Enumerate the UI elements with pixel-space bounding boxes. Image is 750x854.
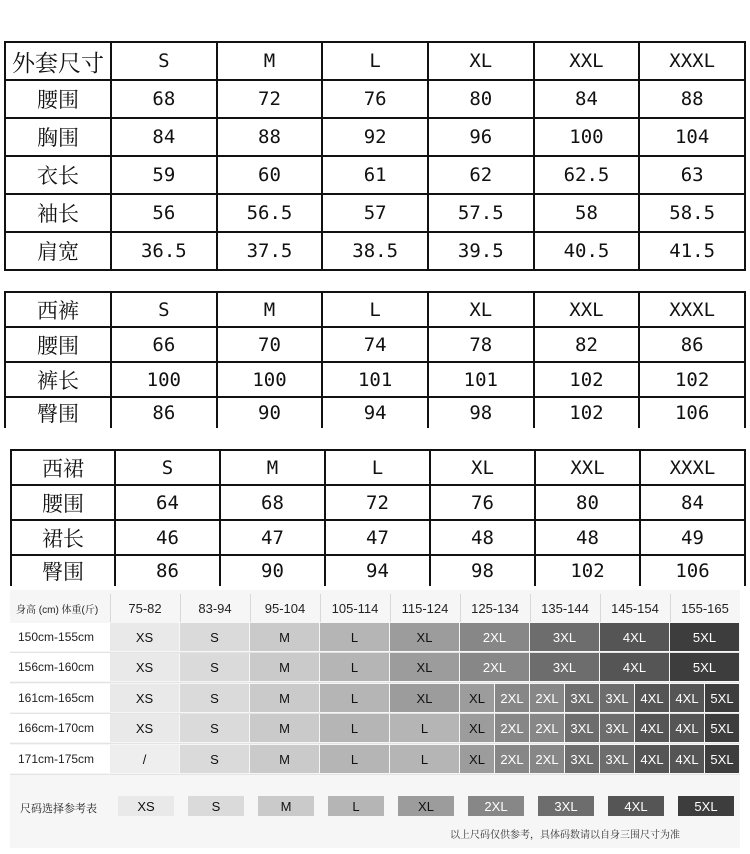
table-cell: 48 — [430, 520, 535, 555]
size-cell: 5XL — [705, 684, 739, 712]
size-cell: S — [180, 623, 249, 651]
size-cell: 4XL — [670, 684, 704, 712]
table-cell: 37.5 — [217, 232, 323, 270]
table-cell: 49 — [640, 520, 745, 555]
table-cell: 76 — [322, 80, 428, 118]
legend-swatch: XL — [398, 796, 454, 816]
weight-header: 145-154 — [611, 600, 659, 616]
table-cell: 102 — [639, 362, 745, 397]
size-cell: XS — [110, 623, 179, 651]
weight-header: 75-82 — [128, 600, 162, 616]
header-divider — [390, 594, 391, 622]
row-label: 臀围 — [5, 397, 111, 428]
trousers-size-table — [4, 291, 746, 428]
table-cell: 102 — [534, 362, 640, 397]
size-cell: S — [180, 714, 249, 742]
size-header: XXXL — [640, 450, 745, 485]
size-cell: 4XL — [600, 653, 669, 681]
table-cell: 62 — [428, 156, 534, 194]
size-cell: 5XL — [670, 623, 739, 651]
legend-swatch: 2XL — [468, 796, 524, 816]
weight-header: 95-104 — [264, 600, 306, 616]
size-cell: 3XL — [530, 653, 599, 681]
header-divider — [460, 594, 461, 622]
size-cell: XL — [390, 623, 459, 651]
table-cell: 82 — [534, 327, 640, 362]
size-cell: 3XL — [565, 714, 599, 742]
size-cell: L — [320, 745, 389, 773]
legend-swatch: M — [258, 796, 314, 816]
table-cell: 56 — [111, 194, 217, 232]
size-header: XXL — [535, 450, 640, 485]
table-cell: 100 — [534, 118, 640, 156]
table-cell: 100 — [111, 362, 217, 397]
table-cell: 38.5 — [322, 232, 428, 270]
header-divider — [320, 594, 321, 622]
table-cell: 66 — [111, 327, 217, 362]
disclaimer-note: 以上尺码仅供参考，具体码数请以自身三围尺寸为准 — [450, 830, 680, 841]
table-cell: 41.5 — [639, 232, 745, 270]
size-header: XXL — [534, 292, 640, 327]
table-cell: 72 — [217, 80, 323, 118]
size-cell: L — [320, 684, 389, 712]
row-divider — [10, 774, 740, 775]
size-header: M — [217, 292, 323, 327]
size-cell: M — [250, 653, 319, 681]
size-cell: M — [250, 714, 319, 742]
size-cell: 4XL — [635, 745, 669, 773]
size-cell: 3XL — [600, 684, 634, 712]
height-label: 161cm-165cm — [10, 684, 110, 712]
table-cell: 86 — [639, 327, 745, 362]
table-cell: 98 — [430, 555, 535, 586]
size-cell: 2XL — [495, 684, 529, 712]
table-cell: 56.5 — [217, 194, 323, 232]
table-cell: 86 — [115, 555, 220, 586]
table-row — [5, 327, 745, 362]
size-header: XL — [430, 450, 535, 485]
row-label: 腰围 — [5, 327, 111, 362]
table-cell: 80 — [428, 80, 534, 118]
table-cell: 98 — [428, 397, 534, 428]
table-cell: 96 — [428, 118, 534, 156]
table-cell: 90 — [217, 397, 323, 428]
row-label: 袖长 — [5, 194, 111, 232]
table-cell: 84 — [111, 118, 217, 156]
table-cell: 80 — [535, 485, 640, 520]
size-cell: 2XL — [530, 745, 564, 773]
size-cell: 4XL — [670, 714, 704, 742]
table-title: 外套尺寸 — [5, 42, 111, 80]
size-header: S — [111, 292, 217, 327]
header-divider — [110, 594, 111, 622]
weight-header: 125-134 — [471, 600, 519, 616]
table-cell: 39.5 — [428, 232, 534, 270]
size-cell: M — [250, 745, 319, 773]
grid-header-label: 身高 (cm) 体重(斤) — [16, 604, 99, 616]
size-recommendation-chart — [10, 590, 740, 848]
table-cell: 78 — [428, 327, 534, 362]
size-cell: 2XL — [495, 714, 529, 742]
table-cell: 94 — [322, 397, 428, 428]
size-cell: 3XL — [565, 745, 599, 773]
size-cell: 4XL — [635, 714, 669, 742]
table-cell: 102 — [535, 555, 640, 586]
table-title: 西裙 — [11, 450, 115, 485]
size-cell: 3XL — [600, 714, 634, 742]
size-cell: L — [390, 745, 459, 773]
legend-swatch: 4XL — [608, 796, 664, 816]
table-cell: 57 — [322, 194, 428, 232]
weight-header: 115-124 — [401, 600, 449, 616]
height-label: 150cm-155cm — [10, 623, 110, 651]
table-cell: 106 — [639, 397, 745, 428]
legend-swatch: 5XL — [678, 796, 734, 816]
table-row — [5, 362, 745, 397]
table-cell: 74 — [322, 327, 428, 362]
height-label: 156cm-160cm — [10, 653, 110, 681]
size-cell: 2XL — [530, 684, 564, 712]
table-row — [11, 555, 745, 586]
table-row — [11, 520, 745, 555]
size-cell: 3XL — [600, 745, 634, 773]
table-cell: 63 — [639, 156, 745, 194]
table-cell: 57.5 — [428, 194, 534, 232]
table-cell: 48 — [535, 520, 640, 555]
header-divider — [180, 594, 181, 622]
row-label: 腰围 — [11, 485, 115, 520]
size-cell: 4XL — [635, 684, 669, 712]
table-cell: 88 — [639, 80, 745, 118]
size-cell: 2XL — [530, 714, 564, 742]
size-header: S — [115, 450, 220, 485]
size-cell: XL — [390, 653, 459, 681]
size-cell: L — [390, 714, 459, 742]
table-cell: 58.5 — [639, 194, 745, 232]
size-cell: 4XL — [670, 745, 704, 773]
size-header: M — [217, 42, 323, 80]
table-row — [5, 118, 745, 156]
table-cell: 101 — [428, 362, 534, 397]
size-cell: S — [180, 745, 249, 773]
table-cell: 68 — [220, 485, 325, 520]
table-row — [5, 232, 745, 270]
table-cell: 68 — [111, 80, 217, 118]
table-cell: 102 — [534, 397, 640, 428]
legend-swatch: XS — [118, 796, 174, 816]
row-label: 肩宽 — [5, 232, 111, 270]
table-row — [5, 156, 745, 194]
size-header: L — [322, 42, 428, 80]
size-cell: XL — [460, 684, 494, 712]
table-cell: 58 — [534, 194, 640, 232]
size-cell: S — [180, 684, 249, 712]
row-label: 腰围 — [5, 80, 111, 118]
height-label: 166cm-170cm — [10, 714, 110, 742]
table-cell: 92 — [322, 118, 428, 156]
size-header: XXXL — [639, 42, 745, 80]
size-cell: XS — [110, 714, 179, 742]
header-divider — [250, 594, 251, 622]
table-row — [5, 397, 745, 428]
size-cell: XS — [110, 653, 179, 681]
size-cell: XL — [460, 714, 494, 742]
legend-swatch: S — [188, 796, 244, 816]
table-cell: 47 — [325, 520, 430, 555]
size-cell: L — [320, 714, 389, 742]
size-cell: 2XL — [460, 623, 529, 651]
table-cell: 94 — [325, 555, 430, 586]
table-row — [5, 80, 745, 118]
table-header-row — [5, 42, 745, 80]
size-header: XL — [428, 292, 534, 327]
row-label: 衣长 — [5, 156, 111, 194]
size-header: L — [325, 450, 430, 485]
table-cell: 40.5 — [534, 232, 640, 270]
size-cell: M — [250, 623, 319, 651]
size-header: S — [111, 42, 217, 80]
table-cell: 72 — [325, 485, 430, 520]
table-header-row — [5, 292, 745, 327]
table-header-row — [11, 450, 745, 485]
weight-header: 83-94 — [198, 600, 232, 616]
size-cell: L — [320, 653, 389, 681]
size-cell: 5XL — [705, 714, 739, 742]
table-cell: 70 — [217, 327, 323, 362]
table-cell: 47 — [220, 520, 325, 555]
size-cell: XL — [460, 745, 494, 773]
size-cell: M — [250, 684, 319, 712]
table-cell: 76 — [430, 485, 535, 520]
table-cell: 46 — [115, 520, 220, 555]
header-divider — [530, 594, 531, 622]
table-cell: 101 — [322, 362, 428, 397]
table-cell: 84 — [534, 80, 640, 118]
size-cell: / — [110, 745, 179, 773]
size-cell: 2XL — [495, 745, 529, 773]
weight-header: 155-165 — [681, 600, 729, 616]
row-label: 胸围 — [5, 118, 111, 156]
row-divider — [10, 682, 740, 683]
table-cell: 106 — [640, 555, 745, 586]
jacket-size-table — [4, 41, 746, 271]
size-header: XL — [428, 42, 534, 80]
table-cell: 100 — [217, 362, 323, 397]
table-cell: 60 — [217, 156, 323, 194]
table-cell: 59 — [111, 156, 217, 194]
row-label: 裤长 — [5, 362, 111, 397]
size-cell: 3XL — [565, 684, 599, 712]
skirt-size-table — [10, 449, 746, 586]
legend-swatch: L — [328, 796, 384, 816]
size-cell: 3XL — [530, 623, 599, 651]
weight-header: 135-144 — [541, 600, 589, 616]
size-cell: L — [320, 623, 389, 651]
size-header: XXL — [534, 42, 640, 80]
table-cell: 62.5 — [534, 156, 640, 194]
table-cell: 84 — [640, 485, 745, 520]
table-row — [11, 485, 745, 520]
weight-header: 105-114 — [331, 600, 379, 616]
size-cell: 5XL — [670, 653, 739, 681]
size-cell: 2XL — [460, 653, 529, 681]
header-divider — [600, 594, 601, 622]
table-cell: 86 — [111, 397, 217, 428]
row-divider — [10, 743, 740, 744]
legend-swatch: 3XL — [538, 796, 594, 816]
size-cell: XL — [390, 684, 459, 712]
row-label: 臀围 — [11, 555, 115, 586]
height-label: 171cm-175cm — [10, 745, 110, 773]
size-header: XXXL — [639, 292, 745, 327]
size-header: L — [322, 292, 428, 327]
size-header: M — [220, 450, 325, 485]
table-cell: 61 — [322, 156, 428, 194]
size-cell: S — [180, 653, 249, 681]
legend-label: 尺码选择参考表 — [20, 803, 97, 815]
table-title: 西裤 — [5, 292, 111, 327]
table-cell: 104 — [639, 118, 745, 156]
table-cell: 36.5 — [111, 232, 217, 270]
size-cell: 5XL — [705, 745, 739, 773]
table-row — [5, 194, 745, 232]
size-cell: 4XL — [600, 623, 669, 651]
row-label: 裙长 — [11, 520, 115, 555]
header-divider — [670, 594, 671, 622]
table-cell: 90 — [220, 555, 325, 586]
size-cell: XS — [110, 684, 179, 712]
table-cell: 64 — [115, 485, 220, 520]
table-cell: 88 — [217, 118, 323, 156]
